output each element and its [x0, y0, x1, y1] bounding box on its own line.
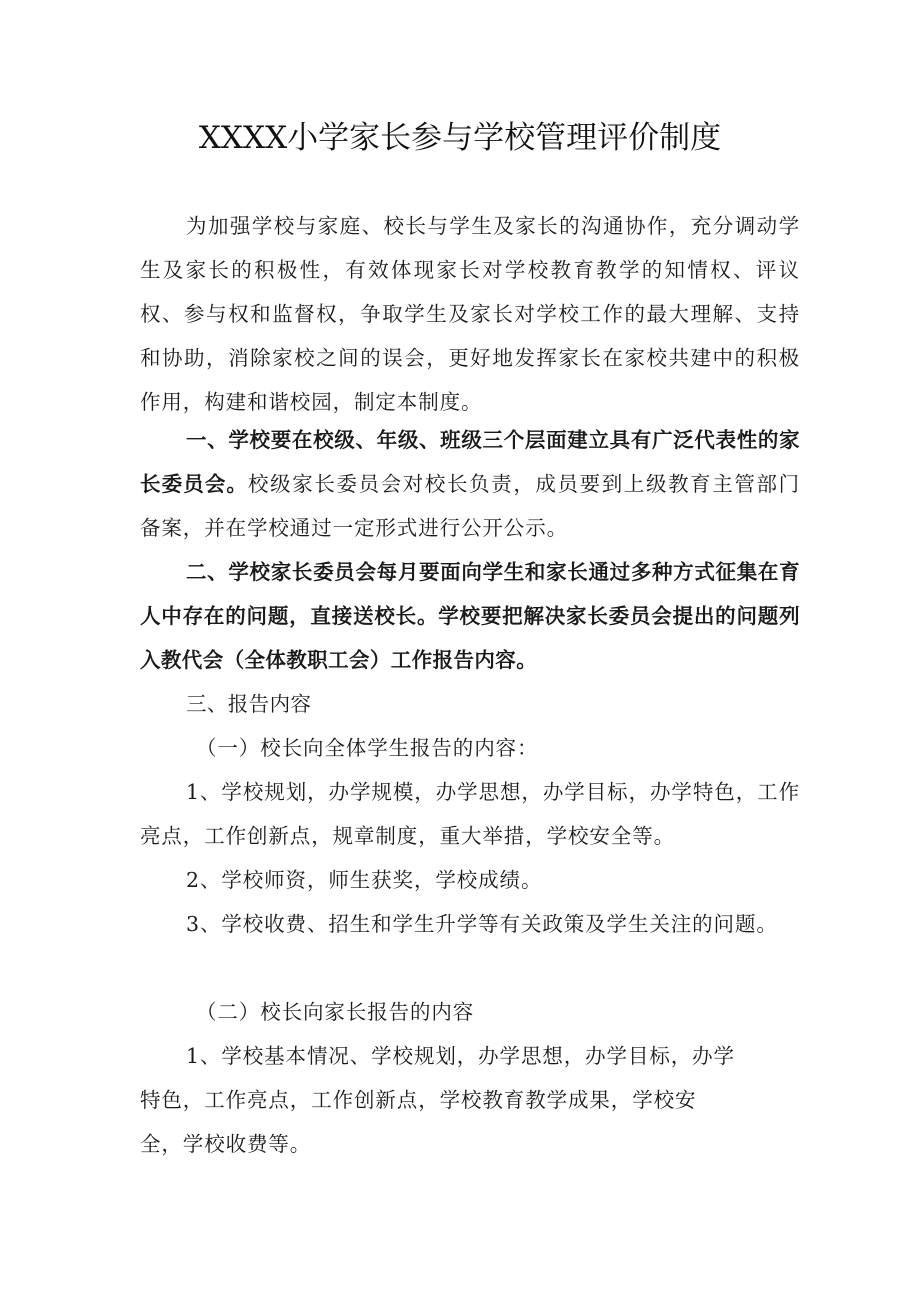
intro-paragraph: 为加强学校与家庭、校长与学生及家长的沟通协作，充分调动学生及家长的积极性，有效体现家长对学校教育教学的知情权、评议权、参与权和监督权，争取学生及家长对学校工作的最大理解、支持和协助，消除家校之间的误会，更好地发挥家长在家校共建中的积极作用，构建和谐校园，制定本制度。	[140, 214, 800, 414]
subsection-2-item-1-line-1: 1、学校基本情况、学校规划，办学思想，办学目标，办学	[186, 1044, 735, 1068]
subsection-2-item-1-line-3: 全，学校收费等。	[140, 1132, 312, 1156]
document-title: XXXX小学家长参与学校管理评价制度	[198, 120, 722, 156]
subsection-2-heading: （二）校长向家长报告的内容	[196, 1000, 475, 1024]
subsection-1-item-3: 3、学校收费、招生和学生升学等有关政策及学生关注的问题。	[186, 912, 778, 936]
subsection-1-item-2: 2、学校师资，师生获奖，学校成绩。	[186, 868, 543, 892]
section-3-heading: 三、报告内容	[186, 692, 312, 716]
section-2-paragraph: 二、学校家长委员会每月要面向学生和家长通过多种方式征集在育人中存在的问题，直接送校长。学校要把解决家长委员会提出的问题列入教代会（全体教职工会）工作报告内容。	[140, 560, 800, 672]
section-1-paragraph	[140, 418, 800, 550]
subsection-2-item-1-line-2: 特色，工作亮点，工作创新点，学校教育教学成果，学校安	[140, 1088, 697, 1112]
subsection-1-item-1: 1、学校规划，办学规模，办学思想，办学目标，办学特色，工作亮点，工作创新点，规章制度，重大举措，学校安全等。	[140, 780, 800, 848]
section-1-body: 校级家长委员会对校长负责，成员要到上级教育主管部门备案，并在学校通过一定形式进行公开公示。	[140, 472, 801, 540]
subsection-1-heading: （一）校长向全体学生报告的内容：	[196, 736, 539, 760]
section-1-heading: 一、学校要在校级、年级、班级三个层面建立具有广泛代表性的家长委员会。	[140, 428, 800, 496]
